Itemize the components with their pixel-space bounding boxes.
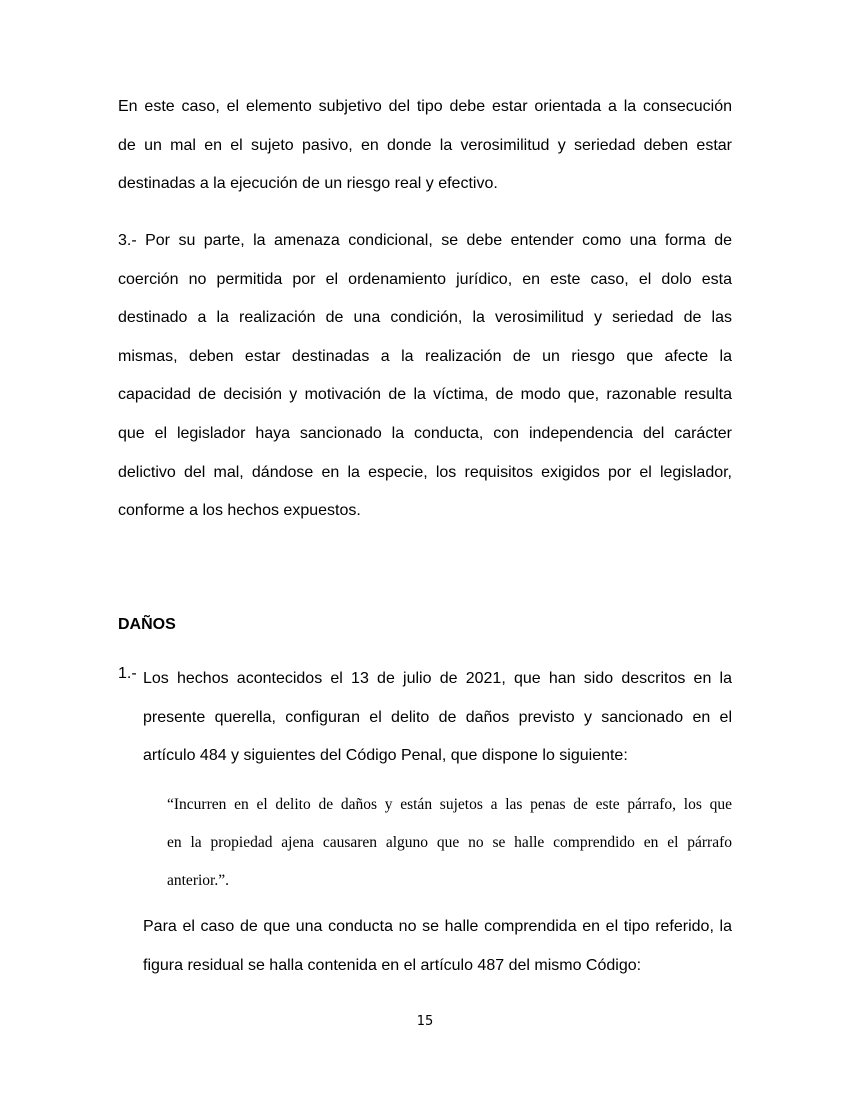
text-line: Los hechos acontecidos el 13 de julio de 2021, que han sido descritos en la <box>143 670 732 687</box>
text-line: artículo 484 y siguientes del Código Penal, que dispone lo siguiente: <box>143 747 628 765</box>
text-line: coerción no permitida por el ordenamiento jurídico, en este caso, el dolo esta <box>118 270 732 288</box>
text-line: En este caso, el elemento subjetivo del tipo debe estar orientada a la consecución <box>118 98 732 115</box>
quote-line: en la propiedad ajena causaren alguno que no se halle comprendido en el párrafo <box>167 834 732 851</box>
text-line: destinadas a la ejecución de un riesgo real y efectivo. <box>118 175 498 193</box>
list-item-body <box>143 660 732 776</box>
text-line: presente querella, configuran el delito de daños previsto y sancionado en el <box>143 708 732 726</box>
text-line: delictivo del mal, dándose en la especie, los requisitos exigidos por el legislador, <box>118 463 732 481</box>
legal-quote-article-484 <box>167 786 732 900</box>
text-line: 3.- Por su parte, la amenaza condicional, se debe entender como una forma de <box>118 232 732 249</box>
page-number: 15 <box>416 1014 434 1029</box>
paragraph-residual-figure <box>143 908 732 985</box>
text-line: Para el caso de que una conducta no se halle comprendida en el tipo referido, la <box>143 918 732 935</box>
paragraph-conditional-threat <box>118 222 732 531</box>
text-line: conforme a los hechos expuestos. <box>118 502 361 520</box>
text-line: figura residual se halla contenida en el artículo 487 del mismo Código: <box>143 956 642 974</box>
section-heading-danos: DAÑOS <box>118 616 176 633</box>
text-line: capacidad de decisión y motivación de la víctima, de modo que, razonable resulta <box>118 386 732 404</box>
text-line: destinado a la realización de una condición, la verosimilitud y seriedad de las <box>118 309 732 327</box>
paragraph-subjective-element <box>118 88 732 204</box>
text-line: de un mal en el sujeto pasivo, en donde la verosimilitud y seriedad deben estar <box>118 136 732 154</box>
text-line: mismas, deben estar destinadas a la realización de un riesgo que afecte la <box>118 347 732 365</box>
quote-line: “Incurren en el delito de daños y están sujetos a las penas de este párrafo, los que <box>167 796 732 813</box>
text-line: que el legislador haya sancionado la conducta, con independencia del carácter <box>118 424 732 442</box>
quote-line: anterior.”. <box>167 872 229 889</box>
list-item-number: 1.- <box>118 665 137 682</box>
